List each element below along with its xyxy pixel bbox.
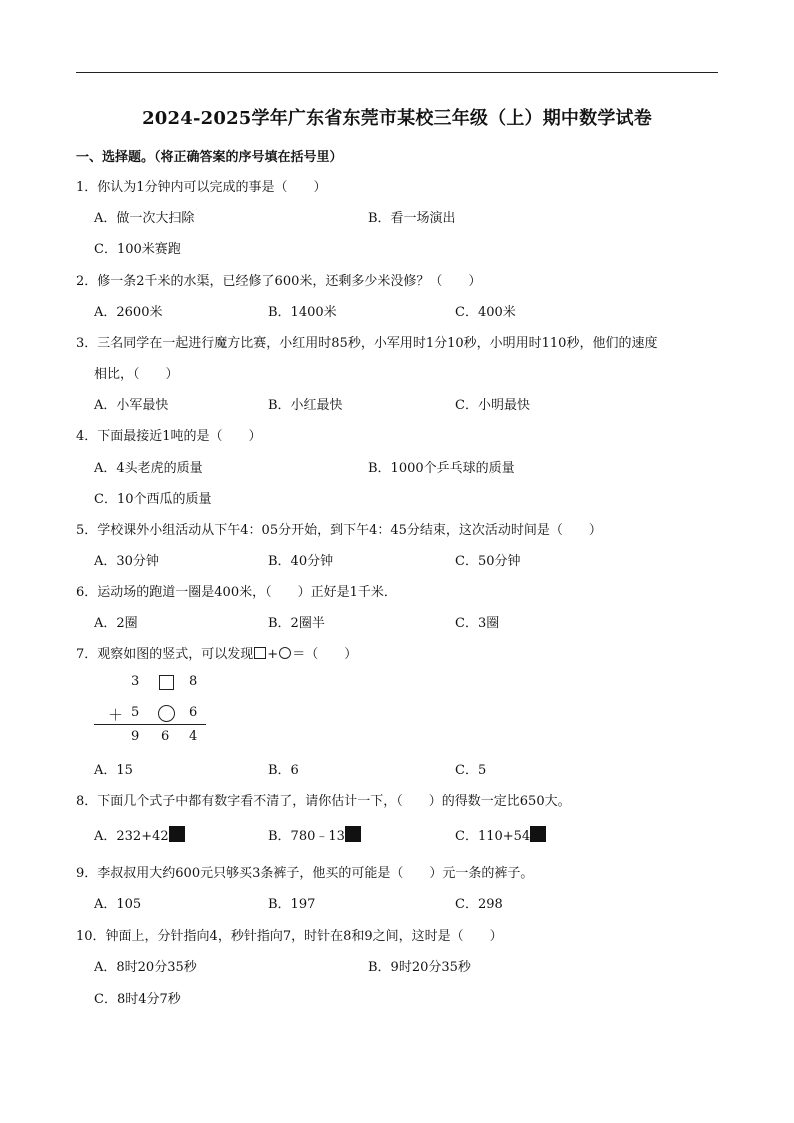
question-5-option-c[interactable]: C．50分钟 (455, 554, 521, 569)
question-10-option-c[interactable]: C．8时4分7秒 (94, 992, 181, 1007)
plus-sign: ＋ (108, 706, 124, 724)
question-8-option-a[interactable] (94, 825, 185, 844)
question-9-option-a[interactable]: A．105 (94, 897, 142, 912)
page-title: 2024-2025学年广东省东莞市某校三年级（上）期中数学试卷 (142, 108, 652, 129)
question-7-option-a[interactable]: A．15 (94, 763, 133, 778)
question-5-option-a[interactable]: A．30分钟 (94, 554, 159, 569)
obscured-digit (169, 826, 185, 842)
question-2-option-b[interactable]: B．1400米 (268, 305, 337, 320)
row2-circle-blank (158, 705, 175, 722)
question-6-option-a[interactable]: A．2圈 (94, 616, 138, 631)
question-4-stem: 4．下面最接近1吨的是（ ） (76, 429, 262, 444)
question-6-stem: 6．运动场的跑道一圈是400米，（ ）正好是1千米． (76, 585, 397, 600)
question-3-stem-line2: 相比，（ ） (94, 367, 179, 382)
section-heading: 一、选择题。（将正确答案的序号填在括号里） (76, 150, 343, 165)
square-symbol (254, 647, 266, 659)
question-3-option-a[interactable]: A．小军最快 (94, 398, 169, 413)
row3-digit2: 6 (161, 729, 170, 744)
question-5-option-b[interactable]: B．40分钟 (268, 554, 334, 569)
row3-digit3: 4 (189, 729, 198, 744)
question-1-option-a[interactable]: A．做一次大扫除 (94, 211, 195, 226)
sum-rule (94, 724, 206, 725)
question-6-option-b[interactable]: B．2圈半 (268, 616, 325, 631)
row2-digit1: 5 (131, 705, 140, 720)
question-8-option-c-label: C．110+54 (455, 829, 531, 844)
question-8-option-a-label: A．232+42 (94, 829, 169, 844)
question-9-stem: 9．李叔叔用大约600元只够买3条裤子，他买的可能是（ ）元一条的裤子。 (76, 866, 534, 881)
question-7-stem-post: ＝（ ） (292, 647, 358, 662)
question-7-stem (76, 643, 357, 662)
circle-symbol (279, 647, 291, 659)
question-3-option-c[interactable]: C．小明最快 (455, 398, 530, 413)
question-9-option-c[interactable]: C．298 (455, 897, 503, 912)
question-4-option-c[interactable]: C．10个西瓜的质量 (94, 492, 212, 507)
question-3-stem-line1: 3．三名同学在一起进行魔方比赛，小红用时85秒，小军用时1分10秒，小明用时110秒，他们的速度 (76, 336, 658, 351)
header-rule (76, 72, 718, 73)
question-10-option-b[interactable]: B．9时20分35秒 (368, 960, 471, 975)
row1-square-blank (159, 675, 174, 690)
question-8-option-c[interactable] (455, 825, 546, 844)
obscured-digit (345, 826, 361, 842)
question-1-stem: 1．你认为1分钟内可以完成的事是（ ） (76, 180, 327, 195)
question-10-stem: 10．钟面上，分针指向4，秒针指向7，时针在8和9之间，这时是（ ） (76, 929, 503, 944)
question-8-option-b[interactable] (268, 825, 361, 844)
question-7-stem-plus: + (267, 647, 279, 662)
row3-digit1: 9 (131, 729, 140, 744)
question-2-stem: 2．修一条2千米的水渠，已经修了600米，还剩多少米没修？（ ） (76, 274, 482, 289)
question-7-option-b[interactable]: B．6 (268, 763, 299, 778)
question-2-option-a[interactable]: A．2600米 (94, 305, 163, 320)
question-8-stem: 8．下面几个式子中都有数字看不清了，请你估计一下，（ ）的得数一定比650大。 (76, 794, 571, 809)
question-1-option-c[interactable]: C．100米赛跑 (94, 242, 181, 257)
question-7-stem-pre: 7．观察如图的竖式，可以发现 (76, 647, 254, 662)
question-9-option-b[interactable]: B．197 (268, 897, 316, 912)
question-1-option-b[interactable]: B．看一场演出 (368, 211, 456, 226)
question-4-option-b[interactable]: B．1000个乒乓球的质量 (368, 461, 515, 476)
row1-digit1: 3 (131, 674, 140, 689)
question-3-option-b[interactable]: B．小红最快 (268, 398, 343, 413)
question-10-option-a[interactable]: A．8时20分35秒 (94, 960, 197, 975)
row1-digit3: 8 (189, 674, 198, 689)
question-7-option-c[interactable]: C．5 (455, 763, 487, 778)
question-5-stem: 5．学校课外小组活动从下午4：05分开始，到下午4：45分结束，这次活动时间是（ ） (76, 523, 602, 538)
row2-digit3: 6 (189, 705, 198, 720)
question-2-option-c[interactable]: C．400米 (455, 305, 516, 320)
question-4-option-a[interactable]: A．4头老虎的质量 (94, 461, 203, 476)
question-6-option-c[interactable]: C．3圈 (455, 616, 500, 631)
question-8-option-b-label: B．780﹣13 (268, 829, 345, 844)
obscured-digit (530, 826, 546, 842)
